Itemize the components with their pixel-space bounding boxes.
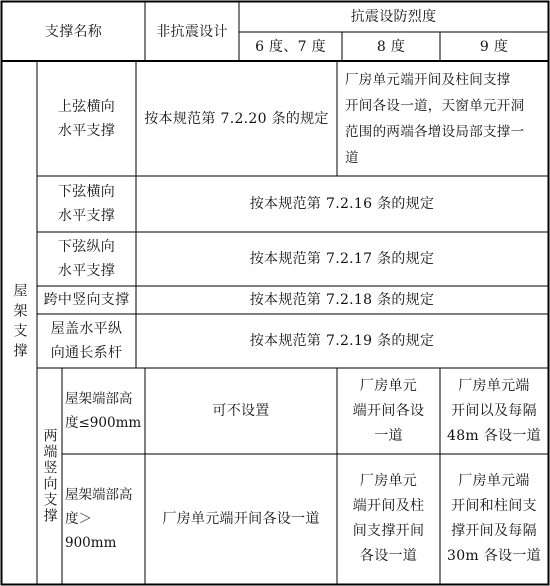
- row-midspan-vertical-rule: 按本规范第 7.2.18 条的规定: [249, 292, 435, 308]
- row-lower-longitudinal-rule: 按本规范第 7.2.17 条的规定: [249, 251, 435, 267]
- header-deg-8: 8 度: [376, 38, 406, 55]
- row-end-le-8: 厂房单元 端开间各设 一道: [352, 377, 425, 444]
- row-roof-tie-name: 屋盖水平纵 向通长系杆: [50, 321, 123, 361]
- row-lower-longitudinal-name: 下弦纵向 水平支撑: [57, 239, 116, 279]
- row-roof-tie-rule: 按本规范第 7.2.19 条的规定: [249, 333, 435, 349]
- row-lower-transverse-name: 下弦横向 水平支撑: [57, 184, 116, 224]
- row-end-le-name: 屋架端部高 度≤900mm: [65, 391, 142, 431]
- header-support-name: 支撑名称: [44, 23, 103, 40]
- row-upper-chord-non-6-7: 按本规范第 7.2.20 条的规定: [144, 110, 329, 127]
- row-midspan-vertical-name: 跨中竖向支撑: [43, 292, 130, 308]
- row-end-gt-non-6-7: 厂房单元端开间各设一道: [162, 511, 320, 527]
- group-roof-truss-support: 屋架支撑: [11, 282, 28, 363]
- header-intensity: 抗震设防烈度: [350, 9, 437, 25]
- row-end-gt-name: 屋架端部高 度＞900mm: [65, 487, 133, 551]
- row-upper-chord-8-9: 厂房单元端开间及柱间支撑 开间各设一道，天窗单元开洞 范围的两端各增设局部支撑一 道: [345, 71, 525, 166]
- header-deg-9: 9 度: [479, 38, 509, 55]
- header-deg-6-7: 6 度、7 度: [255, 38, 326, 55]
- header-non-seismic: 非抗震设计: [156, 23, 228, 40]
- row-end-le-9: 厂房单元端 开间以及每隔 48m 各设一道: [447, 377, 541, 444]
- row-end-gt-9: 厂房单元端 开间和柱间支 撑开间及每隔 30m 各设一道: [447, 473, 541, 564]
- row-end-le-non-6-7: 可不设置: [212, 403, 270, 419]
- row-lower-transverse-rule: 按本规范第 7.2.16 条的规定: [249, 196, 435, 212]
- group-end-vertical-support: 两端竖向支撑: [41, 428, 58, 524]
- row-upper-chord-name: 上弦横向 水平支撑: [57, 98, 116, 139]
- row-end-gt-8: 厂房单元 端开间及柱 间支撑开间 各设一道: [352, 473, 425, 564]
